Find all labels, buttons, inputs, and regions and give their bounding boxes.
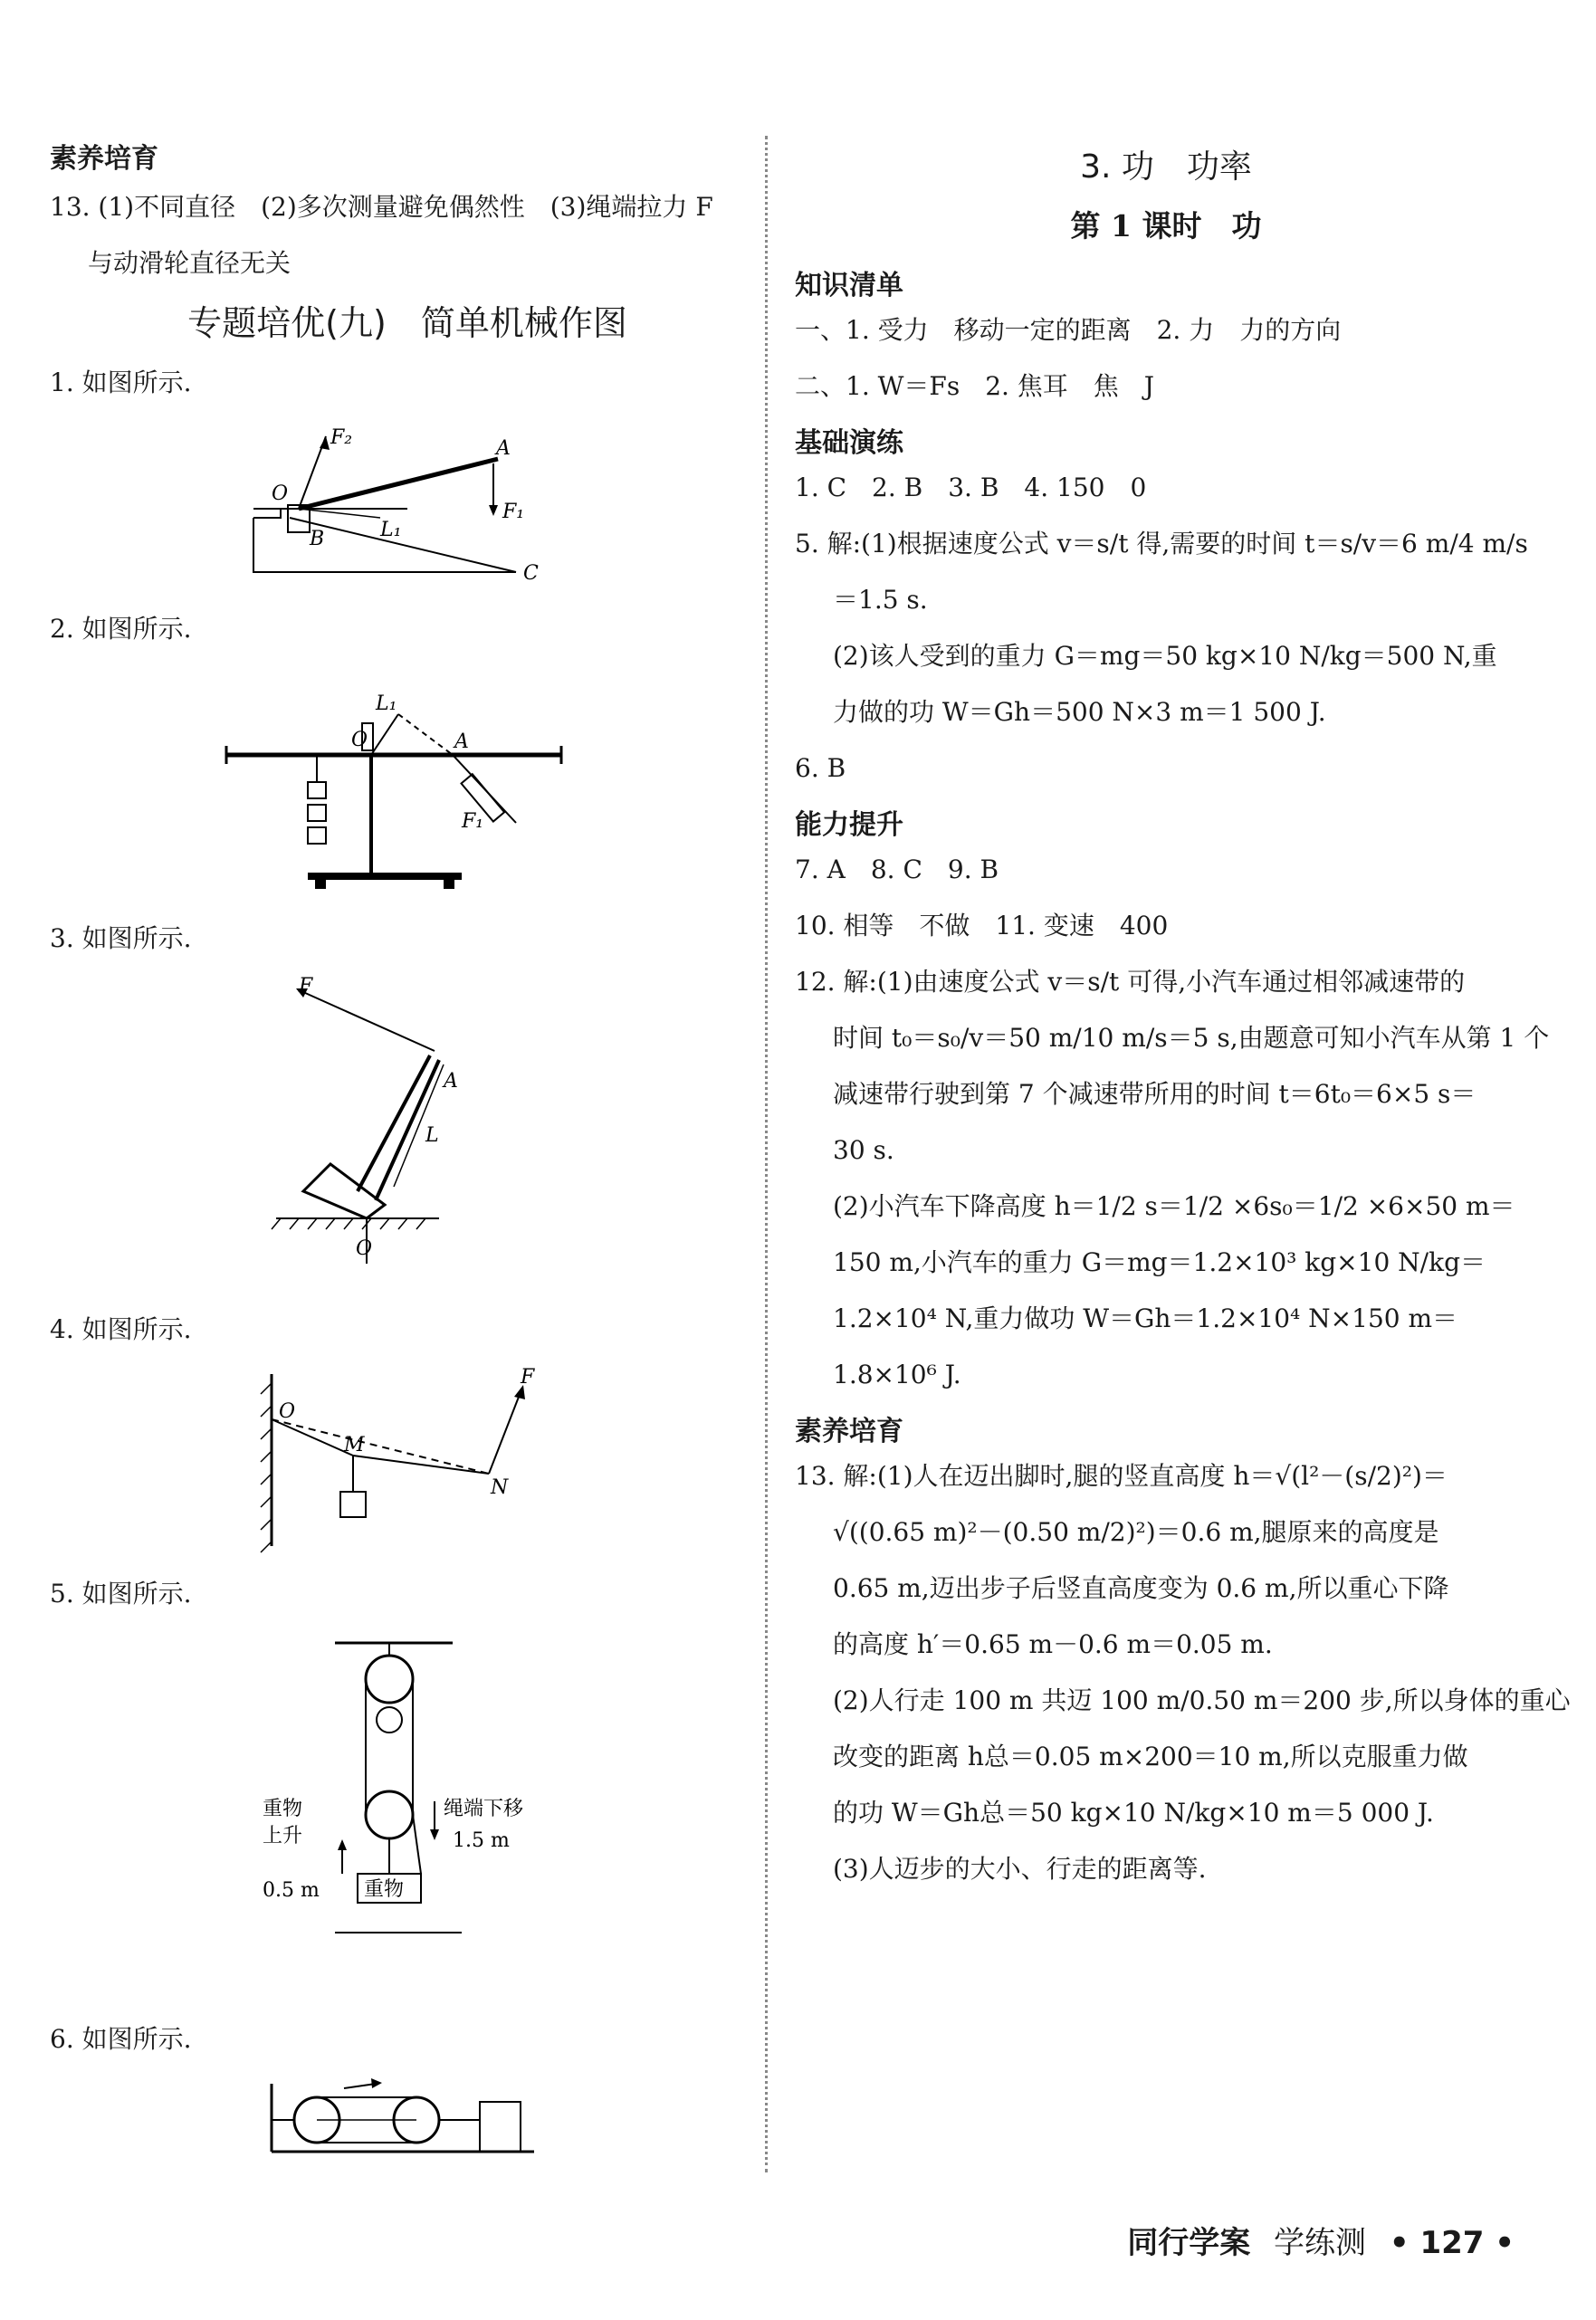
- label-A: A: [454, 730, 469, 753]
- literacy-q13-line-8: (3)人迈步的大小、行走的距离等.: [833, 1854, 1207, 1884]
- knowledge-line-1: 一、1. 受力 移动一定的距离 2. 力 力的方向: [795, 315, 1342, 345]
- basic-q5-line-4: 力做的功 W＝Gh＝500 N×3 m＝1 500 J.: [833, 697, 1326, 727]
- figure-2-lever-balance: [217, 664, 597, 900]
- right-column: [795, 136, 1571, 1897]
- left-column: [50, 136, 765, 2176]
- answer-13-line1: 13. (1)不同直径 (2)多次测量避免偶然性 (3)绳端拉力 F: [50, 192, 713, 222]
- label-C: C: [523, 562, 539, 585]
- label-F: F: [299, 975, 313, 998]
- footer-subtitle: 学练测: [1274, 2225, 1367, 2261]
- literacy-q13-line-3: 0.65 m,迈出步子后竖直高度变为 0.6 m,所以重心下降: [833, 1573, 1449, 1603]
- label-F1: F₁: [462, 810, 484, 833]
- literacy-q13-line-7: 的功 W＝Gh总＝50 kg×10 N/kg×10 m＝5 000 J.: [833, 1798, 1434, 1828]
- topic-title: 专题培优(九) 简单机械作图: [187, 303, 627, 343]
- ability-q12-line-1: 12. 解:(1)由速度公式 v＝s/t 可得,小汽车通过相邻减速带的: [795, 967, 1466, 997]
- lesson-title: 第 1 课时 功: [1070, 208, 1262, 243]
- figure-6-pulley-system: [263, 2075, 552, 2165]
- literacy-q13-line-1: 13. 解:(1)人在迈出脚时,腿的竖直高度 h＝√(l²－(s/2)²)＝: [795, 1461, 1448, 1491]
- label-rope-down-1: 绳端下移: [444, 1798, 524, 1820]
- label-O: O: [272, 482, 289, 505]
- label-box-weight: 重物: [364, 1878, 405, 1901]
- heading-knowledge: 知识清单: [795, 270, 903, 301]
- ability-line-2: 10. 相等 不做 11. 变速 400: [795, 911, 1169, 940]
- section-heading-literacy: 素养培育: [50, 143, 158, 175]
- basic-q5-line-3: (2)该人受到的重力 G＝mg＝50 kg×10 N/kg＝500 N,重: [833, 641, 1497, 671]
- heading-ability: 能力提升: [795, 809, 903, 841]
- label-weight-up-2: 上升: [263, 1825, 303, 1847]
- figure-5-pulley: [263, 1629, 552, 2000]
- answer-13-line2: 与动滑轮直径无关: [88, 248, 291, 278]
- page-footer: [1114, 2218, 1515, 2262]
- basic-q6: 6. B: [795, 753, 846, 783]
- ability-q12-line-8: 1.8×10⁶ J.: [833, 1360, 961, 1389]
- item-6-label: 6. 如图所示.: [50, 2024, 192, 2054]
- item-5-label: 5. 如图所示.: [50, 1579, 192, 1609]
- label-O: O: [279, 1400, 296, 1423]
- label-L1: L₁: [376, 692, 397, 715]
- item-3-label: 3. 如图所示.: [50, 923, 192, 953]
- basic-q5-line-2: ＝1.5 s.: [833, 585, 928, 615]
- basic-q5-line-1: 5. 解:(1)根据速度公式 v＝s/t 得,需要的时间 t＝s/v＝6 m/4 m/s: [795, 529, 1528, 559]
- ability-q12-line-5: (2)小汽车下降高度 h＝1/2 s＝1/2 ×6s₀＝1/2 ×6×50 m＝: [833, 1191, 1515, 1221]
- chapter-title: 3. 功 功率: [1080, 148, 1252, 186]
- knowledge-line-2: 二、1. W＝Fs 2. 焦耳 焦 J: [795, 371, 1155, 401]
- figure-4-force: [253, 1365, 561, 1555]
- label-O: O: [351, 729, 368, 751]
- item-2-label: 2. 如图所示.: [50, 614, 192, 644]
- label-L1: L₁: [380, 519, 402, 541]
- ability-line-1: 7. A 8. C 9. B: [795, 854, 999, 884]
- label-M: M: [344, 1434, 365, 1456]
- label-weight-up-3: 0.5 m: [263, 1879, 320, 1902]
- footer-brand: 同行学案: [1127, 2225, 1251, 2261]
- literacy-q13-line-4: 的高度 h′＝0.65 m－0.6 m＝0.05 m.: [833, 1629, 1273, 1659]
- figure-1-lever: [244, 418, 570, 590]
- label-rope-down-2: 1.5 m: [453, 1829, 510, 1852]
- ability-q12-line-7: 1.2×10⁴ N,重力做功 W＝Gh＝1.2×10⁴ N×150 m＝: [833, 1303, 1458, 1333]
- ability-q12-line-4: 30 s.: [833, 1135, 894, 1165]
- label-O: O: [356, 1237, 373, 1260]
- column-divider: [765, 136, 768, 2172]
- figure-3-lever: [258, 974, 557, 1291]
- basic-line-1: 1. C 2. B 3. B 4. 150 0: [795, 473, 1147, 502]
- literacy-q13-line-6: 改变的距离 h总＝0.05 m×200＝10 m,所以克服重力做: [833, 1742, 1468, 1771]
- label-F: F: [521, 1366, 535, 1389]
- item-1-label: 1. 如图所示.: [50, 368, 192, 397]
- heading-literacy: 素养培育: [795, 1416, 903, 1447]
- label-A: A: [444, 1070, 458, 1093]
- literacy-q13-line-2: √((0.65 m)²－(0.50 m/2)²)＝0.6 m,腿原来的高度是: [833, 1517, 1439, 1547]
- ability-q12-line-2: 时间 t₀＝s₀/v＝50 m/10 m/s＝5 s,由题意可知小汽车从第 1 个: [833, 1023, 1550, 1053]
- label-A: A: [496, 437, 511, 460]
- page-number: • 127 •: [1389, 2225, 1515, 2261]
- label-weight-up-1: 重物: [263, 1798, 303, 1820]
- label-B: B: [310, 528, 325, 550]
- label-F1: F₁: [502, 501, 525, 523]
- ability-q12-line-6: 150 m,小汽车的重力 G＝mg＝1.2×10³ kg×10 N/kg＝: [833, 1247, 1486, 1277]
- literacy-q13-line-5: (2)人行走 100 m 共迈 100 m/0.50 m＝200 步,所以身体的重心: [833, 1685, 1571, 1715]
- heading-basic: 基础演练: [795, 427, 903, 459]
- label-L: L: [425, 1124, 439, 1147]
- ability-q12-line-3: 减速带行驶到第 7 个减速带所用的时间 t＝6t₀＝6×5 s＝: [833, 1079, 1477, 1109]
- label-N: N: [491, 1476, 509, 1499]
- label-F2: F₂: [330, 426, 353, 449]
- item-4-label: 4. 如图所示.: [50, 1314, 192, 1344]
